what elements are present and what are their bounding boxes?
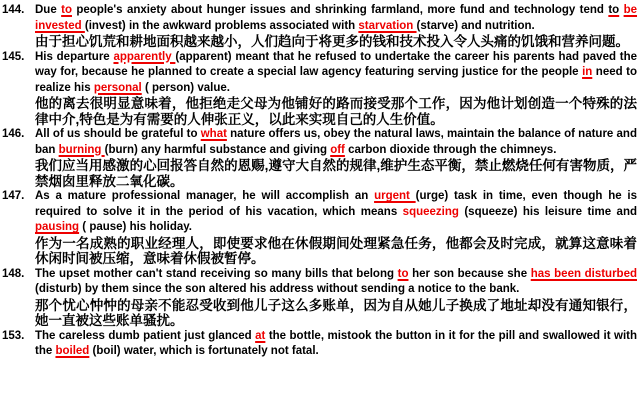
text-segment: (disturb) by them since the son altered his address without sending a notice to the bank.	[35, 283, 520, 295]
text-segment: The upset mother can't stand receiving so many bills that belong	[35, 267, 398, 280]
text-segment: (invest) in the awkward problems associated with	[84, 19, 359, 32]
answer-word: to	[608, 4, 620, 16]
answer-word: off	[330, 143, 345, 156]
english-text	[35, 268, 637, 296]
english-text	[35, 51, 637, 94]
exercise-item-144	[2, 3, 637, 50]
english-sentence	[2, 189, 637, 236]
exercise-item-146	[2, 127, 637, 189]
text-segment: Due	[35, 4, 62, 16]
answer-word: to	[61, 4, 72, 16]
text-segment: carbon dioxide through the chimneys.	[344, 143, 557, 156]
item-number: 147.	[2, 190, 25, 202]
text-segment: (boil) water, which is fortunately not fatal.	[89, 345, 319, 357]
exercise-item-145	[2, 50, 637, 128]
english-sentence	[2, 329, 637, 360]
text-segment: her son because she	[408, 267, 531, 280]
answer-word: pausing	[35, 221, 80, 233]
text-segment: nature offers us, obey the natural laws, maintain the balance of nature and ban	[35, 128, 637, 156]
chinese-translation: 我们应当用感激的心回报答自然的恩赐,遵守大自然的规律,维护生态平衡，禁止燃烧任何有害物质，严禁烟囱里释放二氧化碳。	[35, 158, 637, 189]
answer-word: squeezing	[402, 205, 459, 218]
english-sentence	[2, 50, 637, 97]
chinese-translation: 由于担心饥荒和耕地面积越来越小，人们趋向于将更多的钱和技术投入令人头痛的饥饿和营养问题。	[35, 34, 629, 49]
text-segment: As a mature professional manager, he will accomplish an	[35, 190, 375, 202]
chinese-translation: 他的离去很明显意味着，他拒绝走父母为他铺好的路而接受那个工作，因为他计划创造一个特殊的法律中介,特色是为有需要的人伸张正义，以此来实现自己的人生价值。	[35, 96, 637, 127]
english-text	[35, 128, 637, 156]
chinese-translation: 那个忧心忡忡的母亲不能忍受收到他儿子这么多账单，因为自从她儿子换成了地址却没有通知银行，她一直被这些账单骚扰。	[35, 297, 637, 328]
text-segment: need to realize his	[35, 66, 637, 94]
chinese-translation: 作为一名成熟的职业经理人，即使要求他在休假期间处理紧急任务，他都会及时完成，就算这意味着休闲时间被压缩，意味着休假被暂停。	[35, 235, 637, 266]
english-sentence	[2, 267, 637, 298]
answer-word: to	[397, 267, 409, 280]
english-sentence	[2, 3, 637, 34]
text-segment: The careless dumb patient just glanced	[35, 329, 256, 342]
item-number: 153.	[2, 329, 25, 342]
answer-word: starvation	[358, 19, 417, 32]
answer-word: urgent	[374, 190, 416, 202]
text-segment: people's anxiety about hunger issues and shrinking farmland, more fund and technology tend	[71, 4, 609, 16]
text-segment: (squeeze) his leisure time and	[458, 205, 637, 218]
answer-word: in	[582, 66, 593, 78]
exercise-list	[2, 3, 637, 360]
item-number: 144.	[2, 4, 25, 16]
answer-word: apparently	[113, 50, 176, 63]
text-segment: (burn) any harmful substance and giving	[104, 143, 331, 156]
text-segment: (urge) task in time, even though he is required to solve it in the period of his vacation, which means	[35, 190, 637, 218]
answer-word: boiled	[55, 345, 90, 357]
answer-word: what	[200, 128, 227, 140]
english-text	[35, 330, 637, 358]
text-segment: the bottle, mistook the button in it for the pill and swallowed it with the	[35, 329, 637, 357]
exercise-item-153	[2, 329, 637, 360]
text-segment: (starve) and nutrition.	[416, 19, 535, 32]
english-text	[35, 4, 637, 32]
text-segment: (apparent) meant that he refused to undertake the career his parents had paved the way for, because he planned to create a special law agency featuring serving justice for the people	[35, 50, 637, 78]
text-segment: All of us should be grateful to	[35, 128, 201, 140]
text-segment: His departure	[35, 50, 114, 63]
exercise-item-148	[2, 267, 637, 329]
answer-word: has been disturbed	[530, 267, 637, 280]
text-segment: ( pause) his holiday.	[79, 221, 192, 233]
item-number: 145.	[2, 50, 25, 63]
english-sentence	[2, 127, 637, 158]
item-number: 146.	[2, 128, 25, 140]
item-number: 148.	[2, 267, 25, 280]
answer-word: burning	[58, 143, 105, 156]
answer-word: at	[255, 329, 266, 342]
answer-word: be invested	[35, 4, 638, 32]
answer-word: personal	[93, 81, 142, 94]
exercise-item-147	[2, 189, 637, 267]
english-text	[35, 190, 637, 233]
text-segment: ( person) value.	[141, 81, 230, 94]
